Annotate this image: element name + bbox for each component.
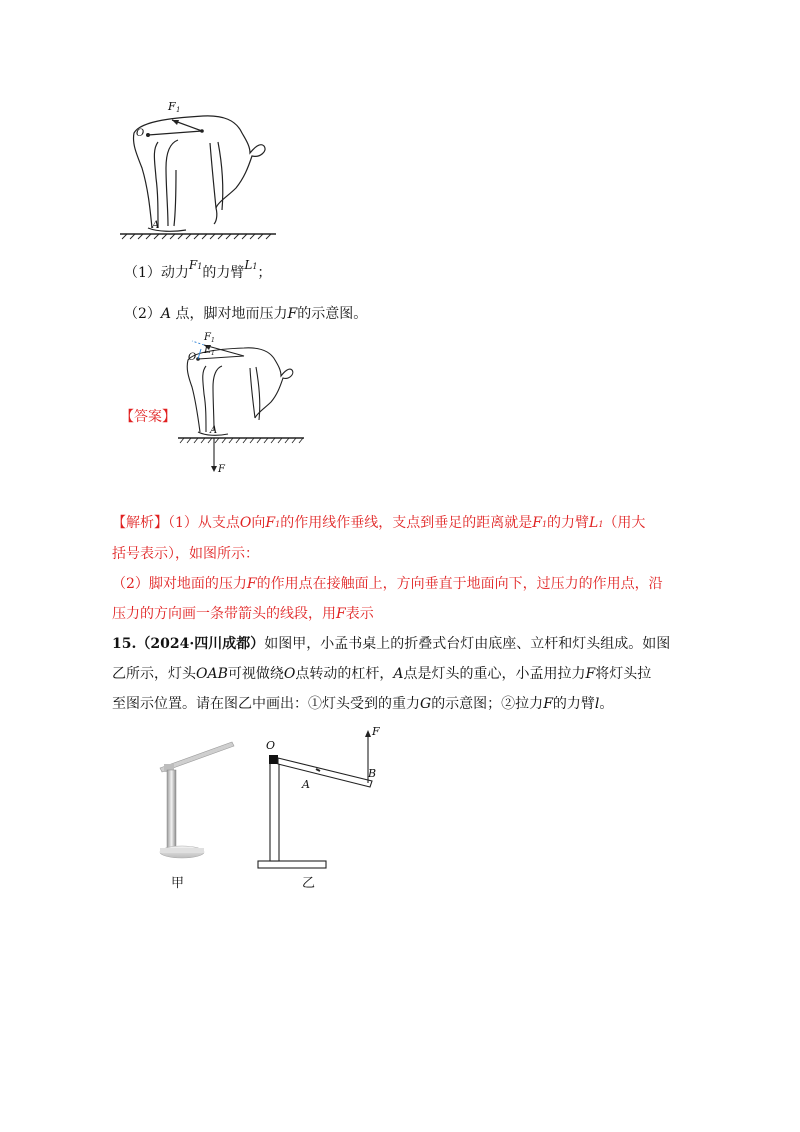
- q15-l2-e: 将灯头拉: [595, 666, 652, 682]
- analysis-l1-L: L: [589, 515, 599, 531]
- question-2: [124, 304, 367, 324]
- analysis-l4-a: 压力的方向画一条带箭头的线段，用: [112, 606, 336, 622]
- yi-label-F: F: [372, 725, 380, 738]
- q1-suffix: ；: [257, 265, 272, 281]
- answer-fig-F-sub: 1: [211, 337, 215, 344]
- analysis-l1-b: 向: [251, 515, 266, 531]
- analysis-l1-L-sub: 1: [598, 520, 604, 529]
- figure-yi-lever: [250, 725, 400, 873]
- q15-l2-F: F: [585, 666, 596, 682]
- analysis-l4-b: 表示: [345, 606, 374, 622]
- analysis-line-1: [112, 513, 645, 535]
- figure-jia-lamp: [150, 738, 240, 868]
- analysis-line-2: 括号表示），如图所示：: [112, 546, 259, 562]
- analysis-l3-F: F: [246, 576, 257, 592]
- q15-number: 15.: [112, 636, 137, 652]
- answer-fig-F: F: [204, 332, 211, 343]
- q15-l3-a: 至图示位置。请在图乙中画出：①灯头受到的重力: [112, 696, 420, 712]
- analysis-l1-e: （用大: [603, 515, 646, 531]
- analysis-line-3: [112, 574, 663, 594]
- fig1-label-F-sub: 1: [176, 106, 181, 114]
- q2-middle: 点，脚对地而压力: [171, 306, 288, 322]
- q15-l3-b: 的示意图；②拉力: [431, 696, 544, 712]
- analysis-l1-F2: F: [532, 515, 542, 531]
- analysis-line-4: [112, 604, 374, 624]
- q15-l2-d: 点是灯头的重心，小孟用拉力: [403, 666, 586, 682]
- analysis-l3-a: （2）脚对地面的压力: [112, 576, 247, 592]
- q15-l3-c: 的力臂: [552, 696, 595, 712]
- q1-L-sub: 1: [252, 262, 258, 271]
- analysis-l1-F2-sub: 1: [541, 520, 548, 529]
- q2-prefix: （2）: [124, 306, 161, 322]
- figure-answer: [176, 332, 306, 482]
- answer-label: 【答案】: [120, 409, 176, 425]
- q15-l2-c: 点转动的杠杆，: [295, 666, 394, 682]
- yi-label-A: A: [302, 778, 310, 791]
- analysis-l1-c: 的作用线作垂线，支点到垂足的距离就是: [280, 515, 533, 531]
- q1-F: [189, 258, 202, 272]
- answer-fig-A: A: [210, 425, 218, 436]
- q1-L-letter: L: [244, 258, 253, 272]
- figure-person-lever: [118, 98, 278, 240]
- q15-l3-F: F: [543, 696, 553, 712]
- analysis-l1-O: O: [239, 515, 252, 531]
- lamp-photo-drawing: [150, 738, 240, 868]
- q15-l2-OAB: OAB: [196, 666, 228, 682]
- analysis-l1-a: （1）从支点: [168, 515, 240, 531]
- q15-l2-a: 乙所示，灯头: [112, 666, 196, 682]
- q15-l2-O: O: [283, 666, 296, 682]
- question-1: [124, 258, 272, 285]
- q1-L: [244, 258, 257, 272]
- q15-l3-G: G: [420, 696, 432, 712]
- q1-F-sub: 1: [197, 262, 203, 271]
- q15-l3-d: 。: [599, 696, 614, 712]
- analysis-l1-F-sub: 1: [275, 520, 281, 529]
- yi-label-O: O: [266, 739, 276, 752]
- fig1-label-O: O: [136, 128, 145, 139]
- analysis-l3-b: 的作用点在接触面上，方向垂直于地面向下，过压力的作用点，沿: [256, 576, 663, 592]
- q15-l2-A: A: [393, 666, 404, 682]
- q2-F: F: [287, 306, 298, 322]
- q2-A: A: [160, 306, 172, 322]
- analysis-l1-d: 的力臂: [547, 515, 590, 531]
- analysis-l4-F: F: [336, 606, 346, 622]
- answer-fig-force: F: [218, 464, 225, 475]
- caption-yi: 乙: [302, 876, 316, 891]
- q1-F-letter: F: [188, 258, 198, 272]
- yi-label-B: B: [368, 767, 377, 780]
- answer-fig-L-sub: 1: [211, 350, 215, 357]
- q15-source: （2024·四川成都）: [136, 636, 265, 652]
- answer-fig-L: L: [204, 345, 211, 356]
- answer-fig-O: O: [188, 352, 197, 363]
- person-lever-drawing: [118, 98, 278, 240]
- q15-l2-b: 可视做绕: [227, 666, 284, 682]
- fig1-label-F: F: [168, 100, 176, 113]
- q2-suffix: 的示意图。: [297, 306, 368, 322]
- q15-line-1: [112, 634, 670, 654]
- q15-l3-l: l: [594, 696, 600, 712]
- caption-jia: 甲: [171, 876, 185, 891]
- fig1-label-A: A: [152, 220, 160, 231]
- analysis-label: 【解析】: [112, 515, 168, 531]
- q1-prefix: （1）动力: [124, 265, 189, 281]
- q1-middle: 的力臂: [202, 265, 245, 281]
- q15-line-2: [112, 664, 651, 684]
- q15-l1-rest: 如图甲，小孟书桌上的折叠式台灯由底座、立杆和灯头组成。如图: [264, 636, 671, 652]
- q15-line-3: [112, 694, 613, 714]
- analysis-l1-F: F: [265, 515, 276, 531]
